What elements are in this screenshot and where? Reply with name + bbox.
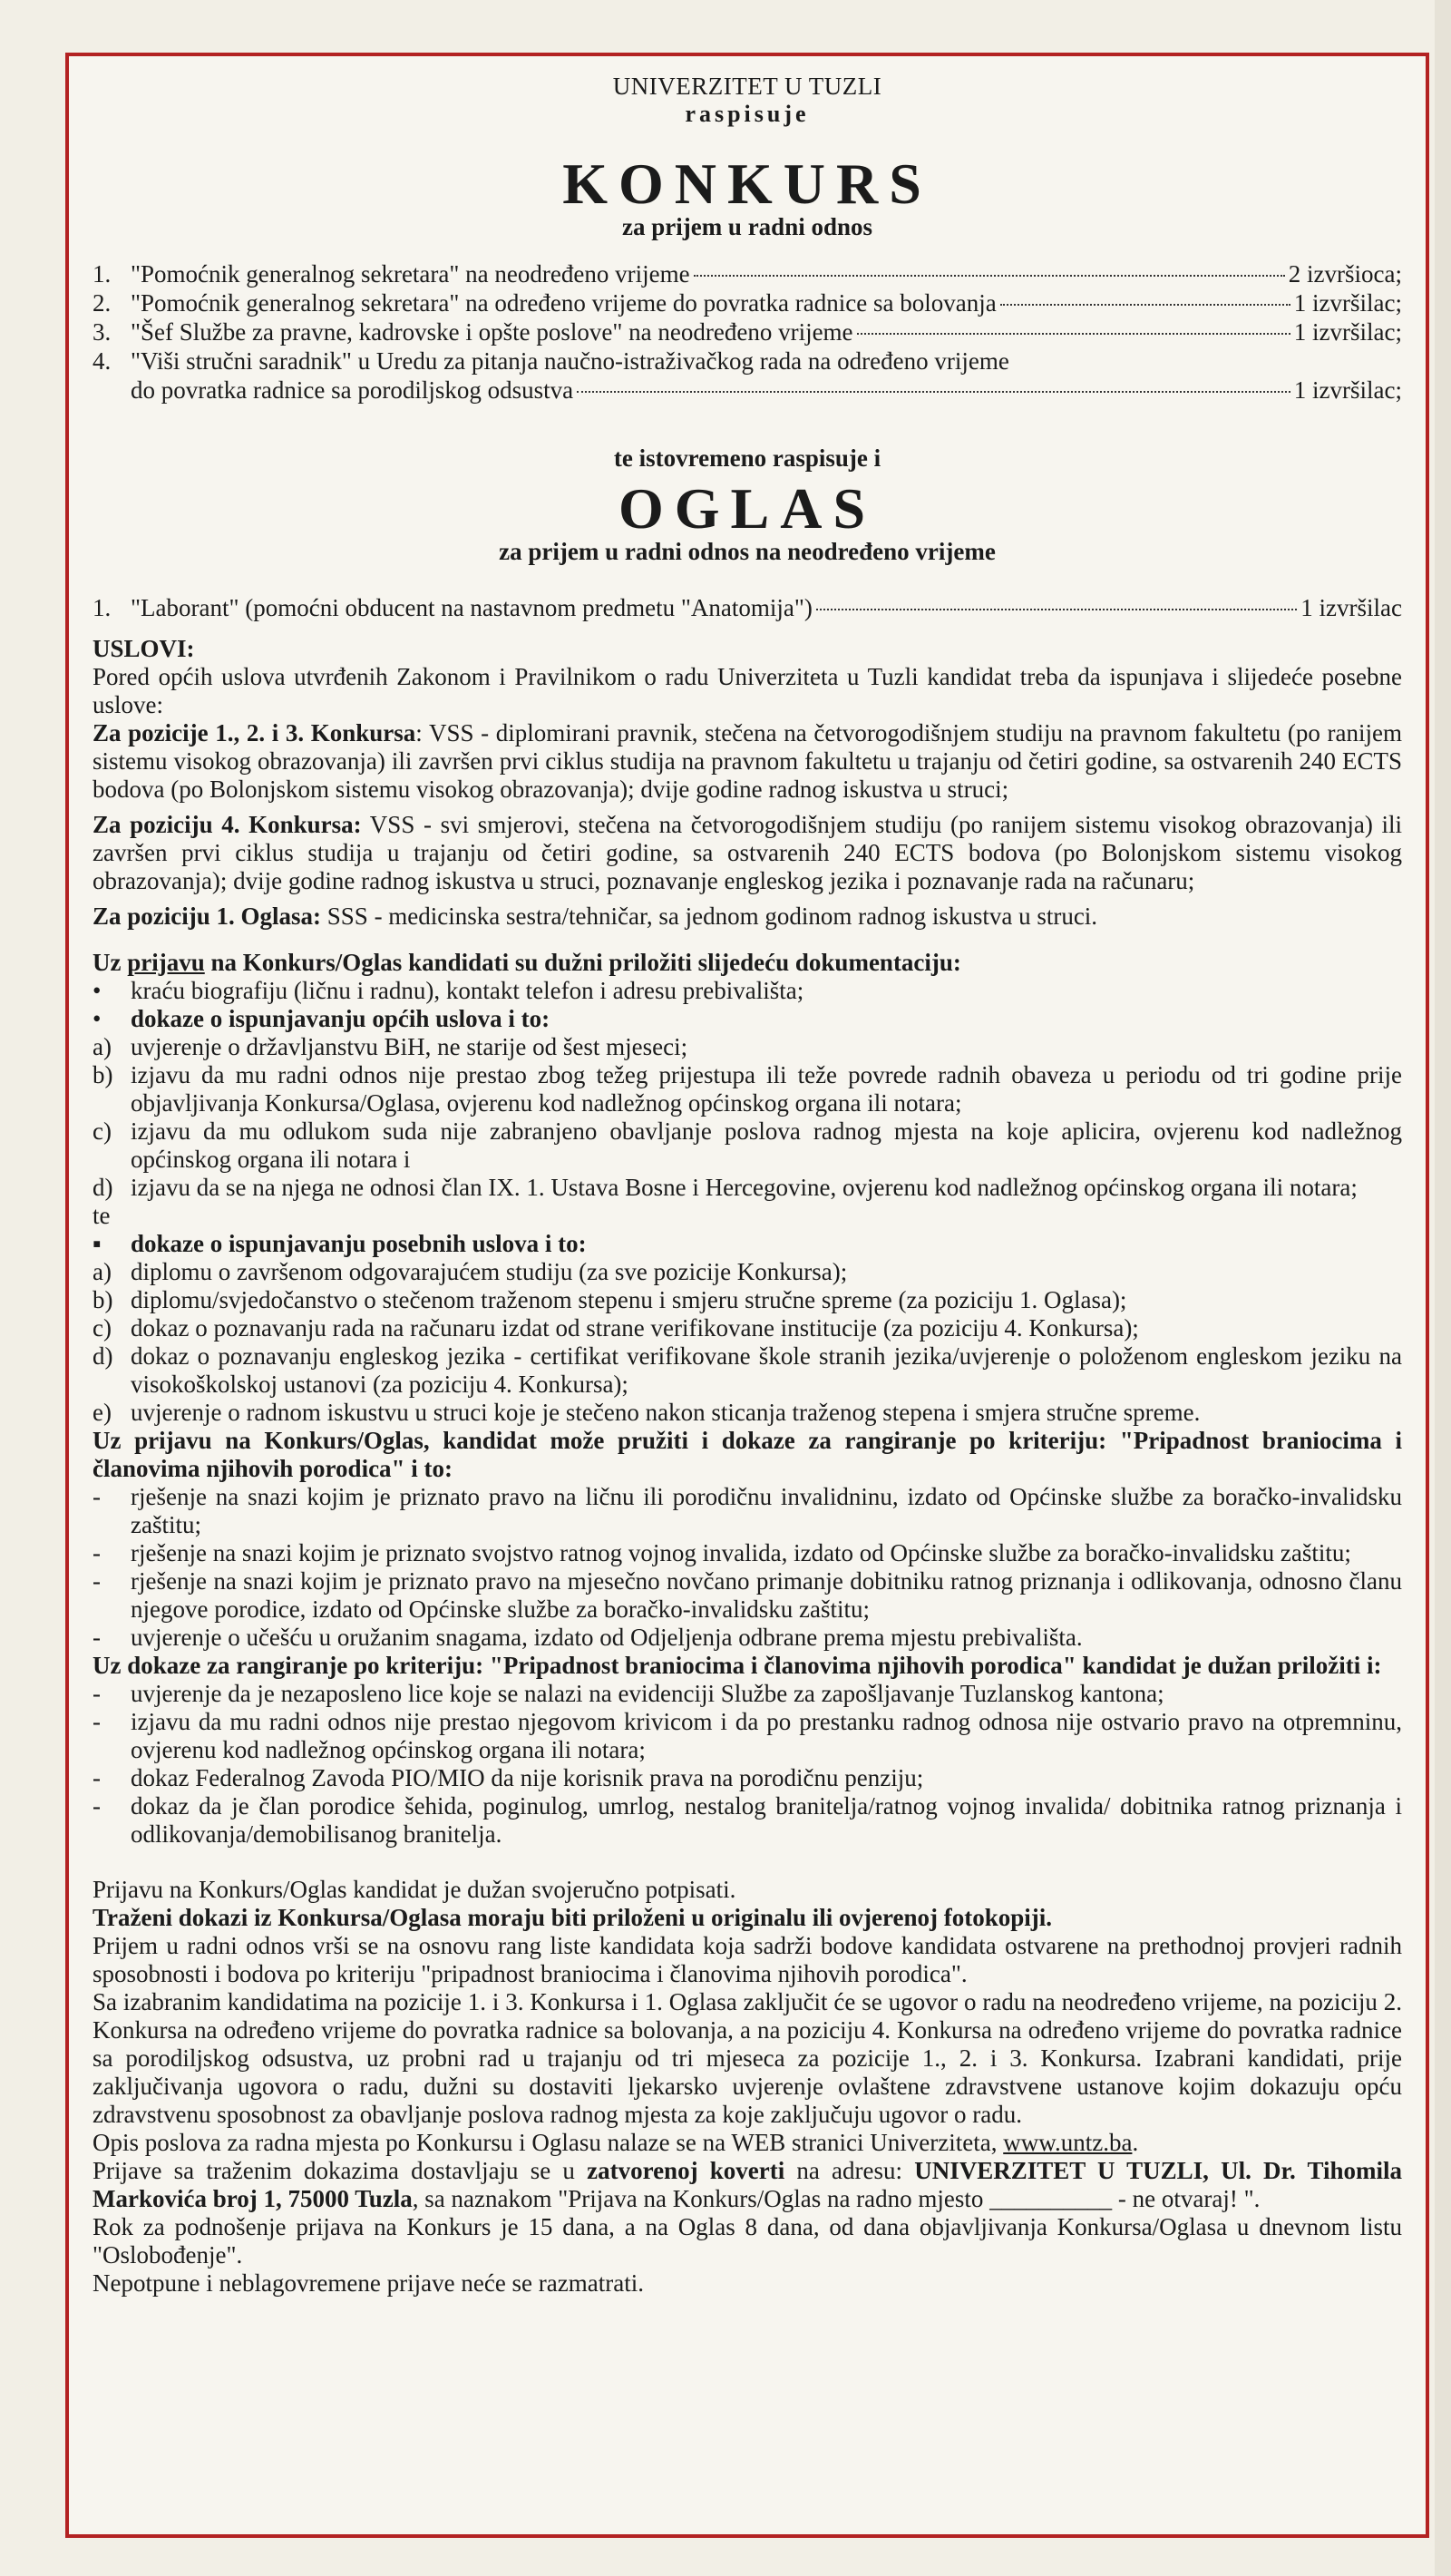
docs-bullet: • kraću biografiju (ličnu i radnu), kontakt telefon i adresu prebivališta;: [93, 977, 804, 1004]
list-item: - uvjerenje o učešću u oružanim snagama, izdato od Odjeljenja odbrane prema mjestu prebivališta.: [93, 1624, 1083, 1651]
konkurs-subtitle: za prijem u radni odnos: [621, 213, 873, 240]
website-link[interactable]: www.untz.ba: [1003, 2129, 1133, 2156]
deadline-note: Rok za podnošenje prijava na Konkurs je 15 dana, a na Oglas 8 dana, od dana objavljivanja Konkursa/Oglasa u dnevnom listu "Oslobođenje".: [93, 2213, 1402, 2269]
rank-note: Prijem u radni odnos vrši se na osnovu rang liste kandidata koja sadrži bodove kandidata ostvarene na prethodnoj provjeri radnih sposobnosti i bodova po kriteriju "pripadnost braniocima i članovima njihovih porodica".: [93, 1932, 1402, 1987]
list-item: - rješenje na snazi kojim je priznato pravo na mjesečno novčano primanje dobitniku ratnog priznanja i odlikovanja, odnosno članu njegove porodice, izdato od Općinske službe za boračko-invalidsku zaštitu;: [93, 1567, 1402, 1623]
konkurs-position: 1. "Pomoćnik generalnog sekretara" na neodređeno vrijeme 2 izvršioca;: [93, 260, 1402, 288]
ranking-proof-list: [93, 1483, 1402, 1652]
incomplete-note: Nepotpune i neblagovremene prijave neće se razmatrati.: [93, 2269, 644, 2297]
announces-label: raspisuje: [685, 101, 810, 127]
contract-note: Sa izabranim kandidatima na pozicije 1. i 3. Konkursa i 1. Oglasa zaključit će se ugovor o radu na neodređeno vrijeme, na poziciju 2. Konkursa na određeno vrijeme do povratka radnice sa bolovanja, a na poziciju 4. Konkursa na određeno vrijeme do povratka radnice sa porodiljskog odsustva, uz probni rad u trajanju od tri mjeseca za pozicije 1., 2. i 3. Konkursa. Izabrani kandidati, prije zaključivanja ugovora o radu, dužni su dostaviti ljekarsko uvjerenje ovlaštene zdravstvene ustanove kojim dokazuju opću zdravstvenu sposobnost za obavljanje poslova radnog mjesta za koje zaključuju ugovor o radu.: [93, 1988, 1402, 2128]
list-item: c) dokaz o poznavanju rada na računaru izdat od strane verifikovane institucije (za poziciju 4. Konkursa);: [93, 1314, 1139, 1342]
original-note: Traženi dokazi iz Konkursa/Oglasa moraju biti priloženi u originalu ili ovjerenoj fotokopiji.: [93, 1904, 1053, 1931]
list-item: a) uvjerenje o državljanstvu BiH, ne starije od šest mjeseci;: [93, 1033, 688, 1060]
oglas-subtitle: za prijem u radni odnos na neodređeno vrijeme: [499, 538, 996, 565]
list-item: - rješenje na snazi kojim je priznato pravo na ličnu ili porodičnu invalidninu, izdato od Općinske službe za boračko-invalidsku zaštitu;: [93, 1483, 1402, 1538]
list-item: e) uvjerenje o radnom iskustvu u struci koje je stečeno nakon sticanja traženog stepena i smjera stručne spreme.: [93, 1399, 1201, 1426]
announcement-frame: [65, 53, 1429, 2538]
university-name: UNIVERZITET U TUZLI: [612, 73, 882, 100]
list-item: d) izjavu da se na njega ne odnosi član IX. 1. Ustava Bosne i Hercegovine, ovjerenu kod nadležnog općinskog organa ili notara;: [93, 1174, 1358, 1201]
list-item: - dokaz da je član porodice šehida, poginulog, umrlog, nestalog branitelja/ratnog vojnog invalida/ dobitnika ratnog priznanja i odlikovanja/demobilisanog branitelja.: [93, 1792, 1402, 1848]
uslovi-pozicije-1-3: Za pozicije 1., 2. i 3. Konkursa: VSS - diplomirani pravnik, stečena na četvorogodišnjem studiju na pravnom fakultetu (po ranijem sistemu visokog obrazovanja) ili završen prvi ciklus studija na pravnom fakultetu u trajanju od četiri godine, sa ostvarenih 240 ECTS bodova (po Bolonjskom sistemu visokog obrazovanja); dvije godine radnog iskustva u struci;: [93, 719, 1402, 803]
ranking-heading: Uz prijavu na Konkurs/Oglas, kandidat može pružiti i dokaze za rangiranje po kriteriju: "Pripadnost braniocima i članovima njihovih porodica" i to:: [93, 1427, 1402, 1482]
uslovi-intro: Pored općih uslova utvrđenih Zakonom i Pravilnikom o radu Univerziteta u Tuzli kandidat treba da ispunjava i slijedeće posebne uslove:: [93, 663, 1402, 718]
list-item: b) diplomu/svjedočanstvo o stečenom traženom stepenu i smjeru stručne spreme (za poziciju 1. Oglasa);: [93, 1286, 1127, 1313]
also-announces: te istovremeno raspisuje i: [613, 444, 881, 472]
list-item: d) dokaz o poznavanju engleskog jezika - certifikat verifikovane škole stranih jezika/uvjerenje o položenom engleskom jeziku na visokoškolskoj ustanovi (za poziciju 4. Konkursa);: [93, 1342, 1402, 1398]
list-item: - izjavu da mu radni odnos nije prestao njegovom krivicom i da po prestanku radnog odnosa nije ostvario pravo na otpremninu, ovjerenu kod nadležnog općinskog organa ili notara;: [93, 1708, 1402, 1763]
uslovi-heading: USLOVI:: [93, 635, 195, 662]
ranking-extra-heading: Uz dokaze za rangiranje po kriteriju: "Pripadnost braniocima i članovima njihovih porodica" kandidat je dužan priložiti i:: [93, 1652, 1382, 1679]
docs-bullet: ▪ dokaze o ispunjavanju posebnih uslova i to:: [93, 1230, 587, 1257]
docs-heading: Uz prijavu na Konkurs/Oglas kandidati su dužni priložiti slijedeću dokumentaciju:: [93, 949, 961, 976]
ranking-extra-list: [93, 1680, 1402, 1849]
list-item: - dokaz Federalnog Zavoda PIO/MIO da nije korisnik prava na porodičnu penziju;: [93, 1764, 924, 1791]
konkurs-position: 2. "Pomoćnik generalnog sekretara" na određeno vrijeme do povratka radnice sa bolovanja 1 izvršilac;: [93, 289, 1402, 317]
sign-note: Prijavu na Konkurs/Oglas kandidat je dužan svojeručno potpisati.: [93, 1876, 736, 1903]
konkurs-title: KONKURS: [562, 151, 932, 216]
list-item: c) izjavu da mu odlukom suda nije zabranjeno obavljanje poslova radnog mjesta na koje aplicira, ovjerenu kod nadležnog općinskog organa ili notara i: [93, 1117, 1402, 1173]
konkurs-position: 3. "Šef Službe za pravne, kadrovske i opšte poslove" na neodređeno vrijeme 1 izvršilac;: [93, 318, 1402, 346]
general-proof-list: [93, 1033, 1402, 1202]
list-item: - rješenje na snazi kojim je priznato svojstvo ratnog vojnog invalida, izdato od Općinske službe za boračko-invalidsku zaštitu;: [93, 1539, 1351, 1566]
list-item: b) izjavu da mu radni odnos nije prestao zbog težeg prijestupa ili teže povrede radnih obaveza u periodu od tri godine prije objavljivanja Konkursa/Oglasa, ovjerenu kod nadležnog općinskog organa ili notara;: [93, 1061, 1402, 1117]
list-item: - uvjerenje da je nezaposleno lice koje se nalazi na evidenciji Službe za zapošljavanje Tuzlanskog kantona;: [93, 1680, 1164, 1707]
adjacent-page-strip: [1435, 0, 1451, 2576]
uslovi-oglas-1: Za poziciju 1. Oglasa: SSS - medicinska sestra/tehničar, sa jednom godinom radnog iskustva u struci.: [93, 903, 1098, 930]
special-proof-list: [93, 1258, 1402, 1427]
announcement-body: [93, 65, 1402, 2298]
konkurs-position: 4. "Viši stručni saradnik" u Uredu za pitanja naučno-istraživačkog rada na određeno vrijeme: [93, 347, 1009, 375]
konkurs-position-list: [93, 259, 1402, 405]
oglas-title: OGLAS: [618, 476, 877, 541]
te-connector: te: [93, 1202, 111, 1229]
submission-address: Prijave sa traženim dokazima dostavljaju se u zatvorenoj koverti na adresu: UNIVERZITET U TUZLI, Ul. Dr. Tihomila Markovića broj 1, 75000 Tuzla, sa naznakom "Prijava na Konkurs/Oglas na radno mjesto __________ - ne otvaraj! ".: [93, 2157, 1402, 2212]
list-item: a) diplomu o završenom odgovarajućem studiju (za sve pozicije Konkursa);: [93, 1258, 848, 1285]
web-note: Opis poslova za radna mjesta po Konkursu i Oglasu nalaze se na WEB stranici Univerziteta, www.untz.ba.: [93, 2129, 1139, 2156]
uslovi-pozicija-4: Za poziciju 4. Konkursa: VSS - svi smjerovi, stečena na četvorogodišnjem studiju (po ranijem sistemu visokog obrazovanja) ili završen prvi ciklus studija u trajanju od četiri godine, sa ostvarenih 240 ECTS bodova (po Bolonjskom sistemu visokog obrazovanja); dvije godine radnog iskustva u struci, poznavanje engleskog jezika i poznavanje rada na računaru;: [93, 811, 1402, 894]
konkurs-position-continued: do povratka radnice sa porodiljskog odsustva 1 izvršilac;: [131, 376, 1402, 404]
docs-bullet: • dokaze o ispunjavanju općih uslova i to:: [93, 1005, 550, 1032]
oglas-position: 1. "Laborant" (pomoćni obducent na nastavnom predmetu "Anatomija") 1 izvršilac: [93, 594, 1402, 621]
